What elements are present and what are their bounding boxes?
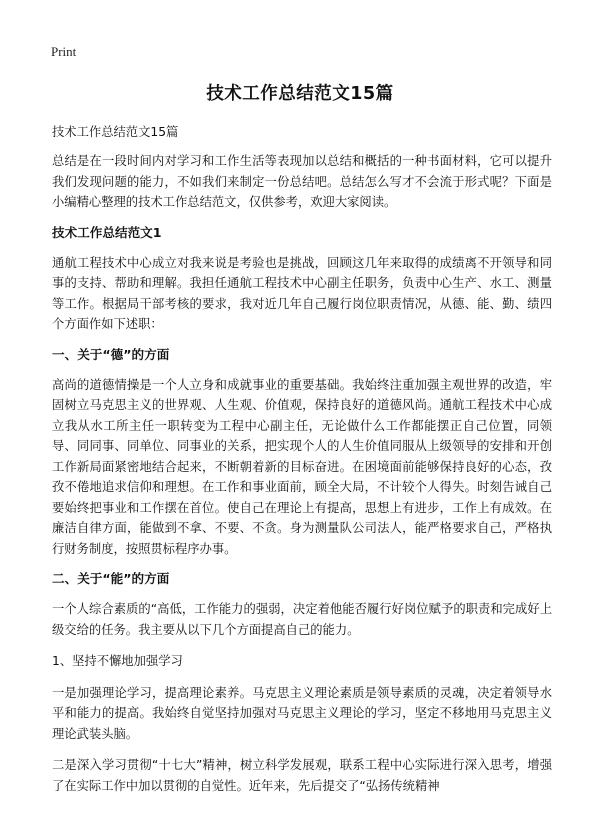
- print-label[interactable]: Print: [51, 44, 77, 59]
- paragraph: 二是深入学习贯彻“十七大”精神，树立科学发展观，联系工程中心实际进行深入思考，增强了在实际工作中加以贯彻的自觉性。近年来，先后提交了“弘扬传统精神: [52, 758, 552, 793]
- paragraph: 高尚的道德情操是一个人立身和成就事业的重要基础。我始终注重加强主观世界的改造，牢固树立马克思主义的世界观、人生观、价值观，保持良好的道德风尚。通航工程技术中心成立我从水工所主任一职转变为工程中心副主任，无论做什么工作都能摆正自己位置，同领导、同同事、同单位、同事业的关系，把实现个人的人生价值同服从上级领导的安排和开创工作新局面紧密地结合起来，不断朝着新的目标奋进。在困境面前能够保持良好的心态，孜孜不倦地追求信仰和理想。在工作和事业面前，顾全大局，不计较个人得失。时刻告诫自己要始终把事业和工作摆在首位。使自己在理论上有提高，思想上有进步，工作上有成效。在廉洁自律方面，能做到不拿、不要、不贪。身为测量队公司法人，能严格要求自己，严格执行财务制度，按照贯标程序办事。: [52, 377, 552, 556]
- document-body: [52, 123, 552, 796]
- paragraph: 一个人综合素质的“高低，工作能力的强弱，决定着他能否履行好岗位赋予的职责和完成好上级交给的任务。我主要从以下几个方面提高自己的能力。: [52, 602, 552, 637]
- section-heading: 技术工作总结范文1: [52, 224, 162, 240]
- sub-heading: 1、坚持不懈地加强学习: [52, 654, 183, 668]
- section-heading: 一、关于“德”的方面: [52, 346, 170, 362]
- paragraph: 一是加强理论学习，提高理论素养。马克思主义理论素质是领导素质的灵魂，决定着领导水平和能力的提高。我始终自觉坚持加强对马克思主义理论的学习，坚定不移地用马克思主义理论武装头脑。: [52, 685, 552, 741]
- section-heading: 二、关于“能”的方面: [52, 571, 170, 586]
- document-title: 技术工作总结范文15篇: [206, 84, 394, 104]
- document-subtitle: 技术工作总结范文15篇: [52, 125, 179, 139]
- paragraph: 通航工程技术中心成立对我来说是考验也是挑战，回顾这几年来取得的成绩离不开领导和同事的支持、帮助和理解。我担任通航工程技术中心副主任职务，负责中心生产、水工、测量等工作。根据局干部考核的要求，我对近几年自己履行岗位职责情况，从德、能、勤、绩四个方面作如下述职：: [52, 255, 552, 331]
- intro-paragraph: 总结是在一段时间内对学习和工作生活等表现加以总结和概括的一种书面材料，它可以提升我们发现问题的能力，不如我们来制定一份总结吧。总结怎么写才不会流于形式呢？下面是小编精心整理的技术工作总结范文，仅供参考，欢迎大家阅读。: [52, 154, 552, 209]
